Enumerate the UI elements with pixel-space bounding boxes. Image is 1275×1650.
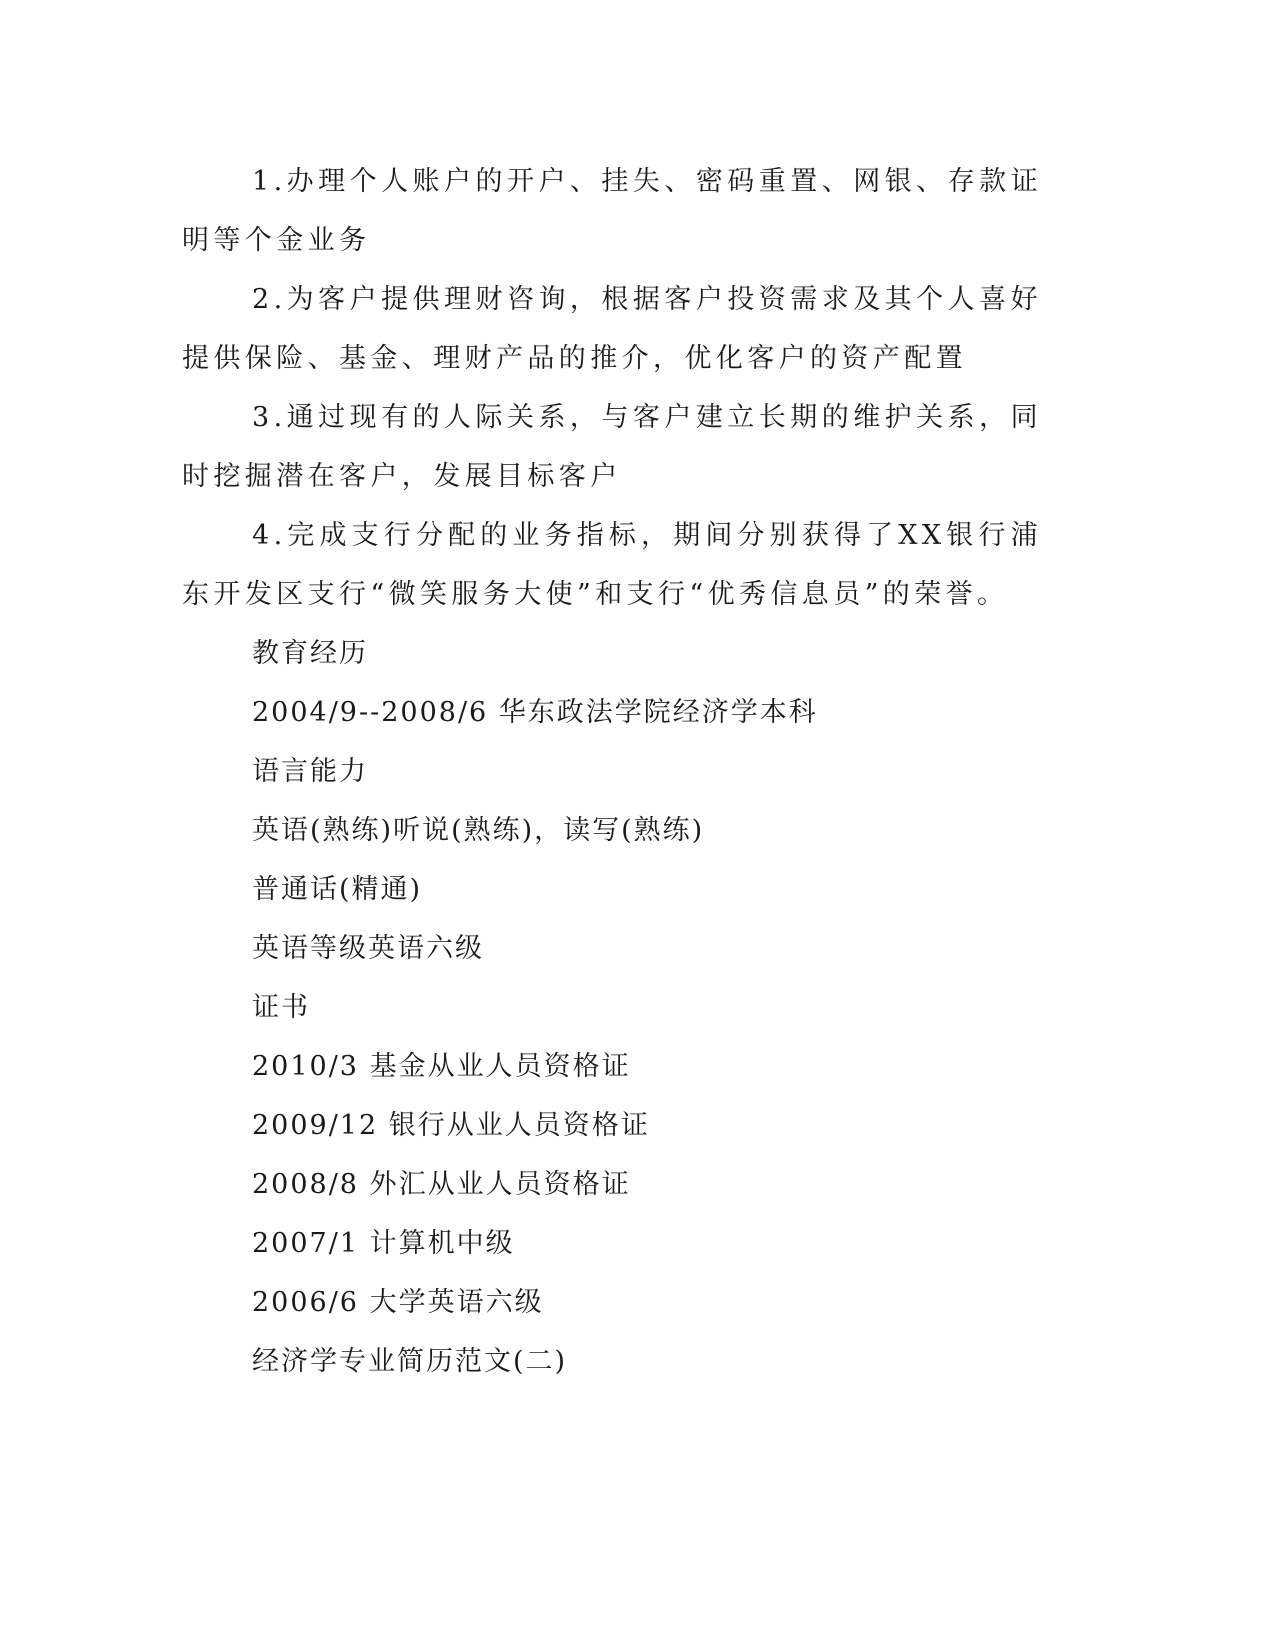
work-duty-paragraph-1: 1.办理个人账户的开户、挂失、密码重置、网银、存款证明等个金业务: [182, 166, 1042, 256]
certificate-item: 2007/1 计算机中级: [252, 1228, 515, 1259]
work-duty-paragraph-3: 3.通过现有的人际关系，与客户建立长期的维护关系，同时挖掘潜在客户，发展目标客户: [182, 402, 1042, 492]
language-level: 英语等级英语六级: [252, 933, 484, 964]
work-duty-paragraph-2: 2.为客户提供理财咨询，根据客户投资需求及其个人喜好提供保险、基金、理财产品的推介，优化客户的资产配置: [182, 284, 1042, 374]
language-heading: 语言能力: [252, 756, 368, 787]
certificate-item: 2008/8 外汇从业人员资格证: [252, 1169, 631, 1200]
education-item: 2004/9--2008/6 华东政法学院经济学本科: [252, 697, 818, 728]
work-duty-paragraph-4: 4.完成支行分配的业务指标，期间分别获得了XX银行浦东开发区支行“微笑服务大使”和支行“优秀信息员”的荣誉。: [182, 520, 1042, 610]
language-english: 英语(熟练)听说(熟练)，读写(熟练): [252, 815, 705, 846]
language-mandarin: 普通话(精通): [252, 874, 423, 905]
certificate-item: 2006/6 大学英语六级: [252, 1287, 544, 1318]
certificates-heading: 证书: [252, 992, 310, 1023]
certificate-item: 2009/12 银行从业人员资格证: [252, 1110, 650, 1141]
document-body: [182, 152, 1042, 1391]
education-heading: 教育经历: [252, 638, 368, 669]
certificate-item: 2010/3 基金从业人员资格证: [252, 1051, 631, 1082]
next-section-title: 经济学专业简历范文(二): [252, 1346, 568, 1377]
